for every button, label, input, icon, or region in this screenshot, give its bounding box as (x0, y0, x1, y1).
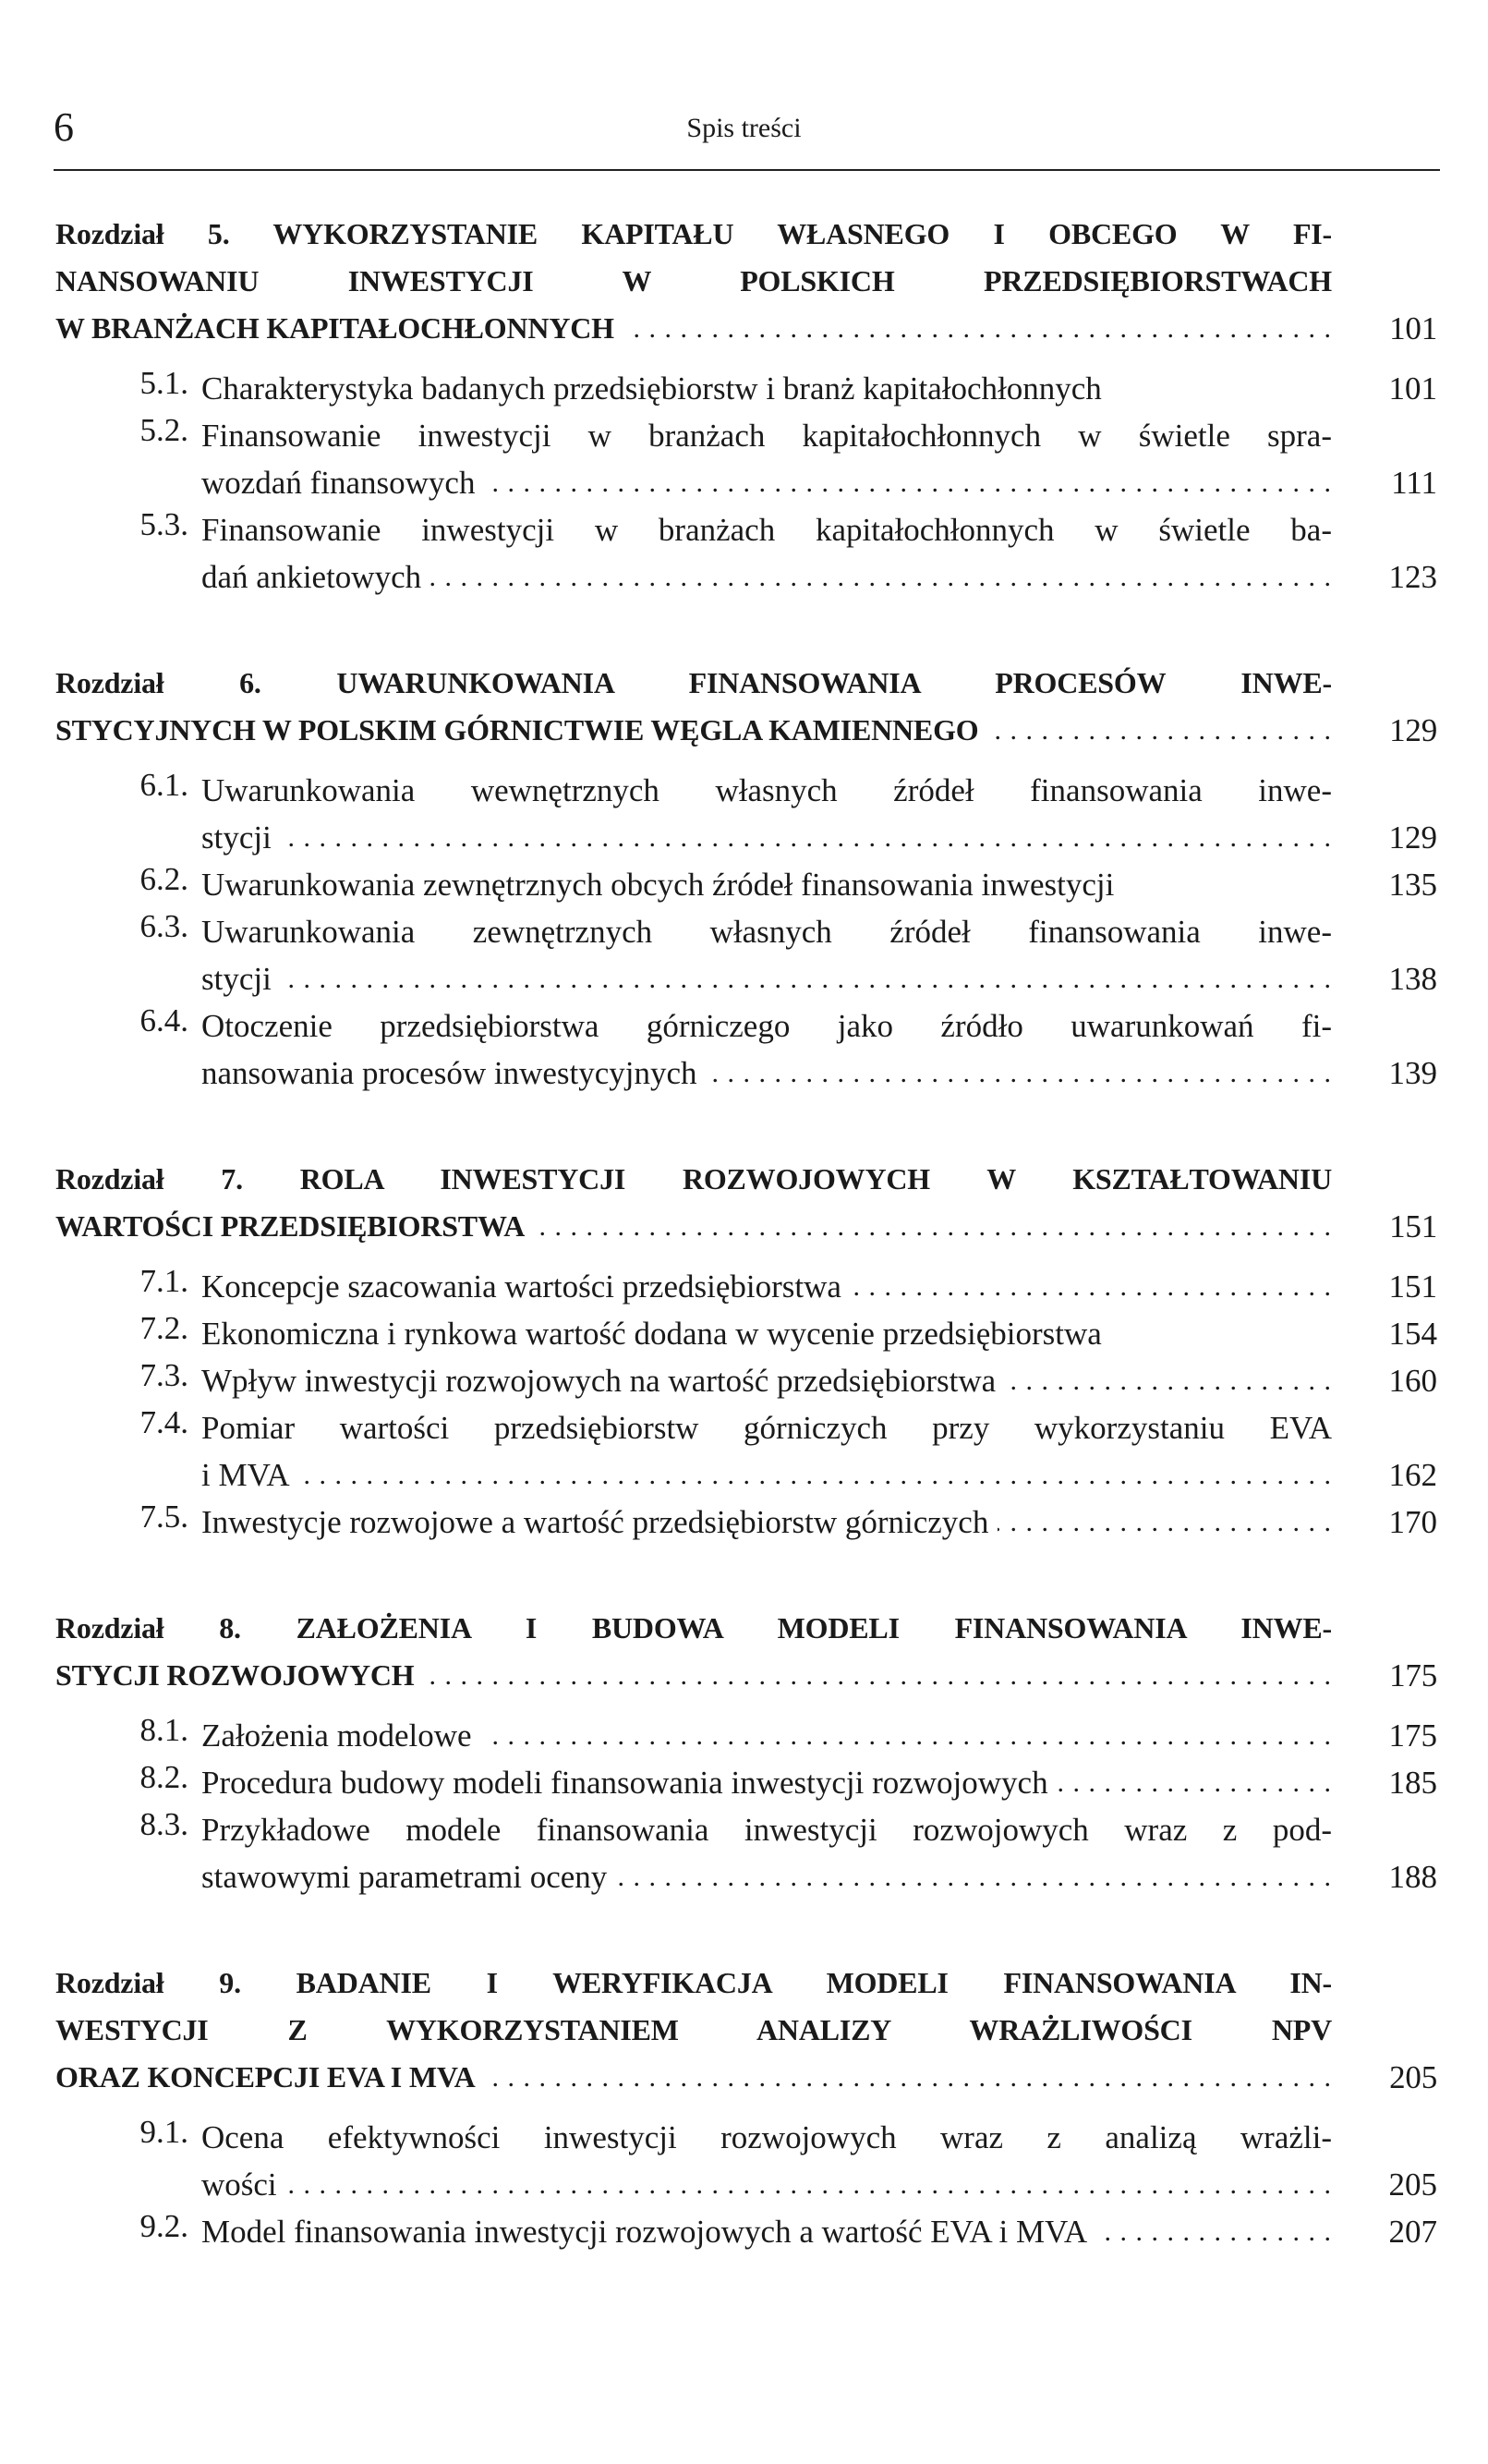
section-entry (55, 767, 1437, 861)
chapter-7 (55, 1156, 1437, 1546)
section-entry (55, 1499, 1437, 1546)
running-header: Spis treści (686, 113, 802, 143)
text-line (55, 1203, 1332, 1250)
section-number: 8.1. (139, 1712, 188, 1748)
line-text: Rozdział 7. ROLA INWESTYCJI ROZWOJOWYCH W KSZTAŁTOWANIU (55, 1162, 1332, 1196)
line-text: Model finansowania inwestycji rozwojowych a wartość EVA i MVA (201, 2214, 1096, 2250)
section-number: 7.4. (139, 1404, 188, 1440)
entry-text (55, 211, 1332, 352)
page-reference: 139 (1388, 1055, 1437, 1091)
line-text: wości (201, 2167, 286, 2203)
line-text: WARTOŚCI PRZEDSIĘBIORSTWA (55, 1209, 534, 1243)
text-line (201, 1002, 1332, 1050)
line-text: wozdań finansowych (201, 465, 484, 501)
line-text: stycji (201, 961, 281, 997)
entry-text (201, 1712, 1332, 1759)
chapter-5 (55, 211, 1437, 601)
text-line (55, 2054, 1332, 2101)
chapter-title (55, 1605, 1437, 1699)
text-line (201, 1853, 1332, 1900)
section-number: 9.1. (139, 2114, 188, 2150)
text-line (201, 1451, 1332, 1499)
page-reference: 154 (1388, 1316, 1437, 1352)
line-text: ORAZ KONCEPCJI EVA I MVA (55, 2060, 485, 2094)
line-text: Ekonomiczna i rynkowa wartość dodana w wycenie przedsiębiorstwa (201, 1316, 1111, 1352)
page-reference: 129 (1389, 712, 1437, 748)
line-text: nansowania procesów inwestycyjnych (201, 1055, 707, 1091)
section-entry (55, 412, 1437, 506)
text-line (55, 211, 1332, 258)
text-line (201, 1759, 1332, 1806)
line-text: STYCYJNYCH W POLSKIM GÓRNICTWIE WĘGLA KAMIENNEGO (55, 713, 987, 746)
text-line (201, 908, 1332, 955)
section-number: 5.2. (139, 412, 188, 448)
page-reference: 205 (1389, 2059, 1437, 2095)
entry-text (201, 1404, 1332, 1499)
line-text: Rozdział 8. ZAŁOŻENIA I BUDOWA MODELI FINANSOWANIA INWE- (55, 1611, 1332, 1645)
text-line (55, 1156, 1332, 1203)
page-reference: 101 (1388, 370, 1437, 407)
line-text: W BRANŻACH KAPITAŁOCHŁONNYCH (55, 311, 623, 345)
chapter-title (55, 660, 1437, 754)
entry-text (55, 660, 1332, 754)
line-text: Finansowanie inwestycji w branżach kapitałochłonnych w świetle spra- (201, 418, 1332, 454)
page-reference: 207 (1388, 2214, 1437, 2250)
section-entry (55, 908, 1437, 1002)
text-line (201, 412, 1332, 459)
line-text: Inwestycje rozwojowe a wartość przedsiębiorstw górniczych (201, 1504, 998, 1540)
text-line (201, 2114, 1332, 2161)
line-text: stawowymi parametrami oceny (201, 1859, 616, 1895)
entry-text (55, 1960, 1332, 2101)
line-text: dań ankietowych (201, 559, 430, 595)
entry-text (201, 2114, 1332, 2208)
text-line (55, 1652, 1332, 1699)
text-line (201, 955, 1332, 1002)
section-number: 6.3. (139, 908, 188, 944)
section-number: 7.1. (139, 1263, 188, 1299)
entry-text (201, 908, 1332, 1002)
line-text: Rozdział 9. BADANIE I WERYFIKACJA MODELI FINANSOWANIA IN- (55, 1966, 1332, 1999)
text-line (201, 2208, 1332, 2255)
line-text: Uwarunkowania zewnętrznych obcych źródeł finansowania inwestycji (201, 867, 1123, 903)
entry-text (201, 1806, 1332, 1900)
section-entry (55, 2114, 1437, 2208)
page-reference: 205 (1388, 2167, 1437, 2203)
line-text: Przykładowe modele finansowania inwestycji rozwojowych wraz z pod- (201, 1812, 1332, 1848)
page-reference: 151 (1388, 1268, 1437, 1305)
text-line (55, 1960, 1332, 2007)
page-reference: 175 (1389, 1657, 1437, 1693)
page-reference: 188 (1388, 1859, 1437, 1895)
section-entry (55, 1759, 1437, 1806)
page-reference: 175 (1388, 1718, 1437, 1754)
page-reference: 129 (1388, 819, 1437, 856)
text-line (55, 305, 1332, 352)
section-number: 5.1. (139, 365, 188, 401)
line-text: i MVA (201, 1457, 299, 1493)
entry-text (201, 1263, 1332, 1310)
page-reference: 138 (1388, 961, 1437, 997)
chapter-title (55, 1960, 1437, 2101)
line-text: Założenia modelowe (201, 1718, 481, 1754)
section-entry (55, 1357, 1437, 1404)
entry-text (201, 2208, 1332, 2255)
text-line (201, 1263, 1332, 1310)
section-entry (55, 506, 1437, 601)
line-text: NANSOWANIU INWESTYCJI W POLSKICH PRZEDSIĘBIORSTWACH (55, 264, 1332, 297)
text-line (55, 258, 1332, 305)
line-text: stycji (201, 819, 281, 856)
page-reference: 162 (1388, 1457, 1437, 1493)
chapter-title (55, 211, 1437, 352)
section-entry (55, 861, 1437, 908)
line-text: Finansowanie inwestycji w branżach kapitałochłonnych w świetle ba- (201, 512, 1332, 548)
text-line (201, 861, 1332, 908)
line-text: Uwarunkowania zewnętrznych własnych źródeł finansowania inwe- (201, 914, 1332, 950)
section-number: 8.3. (139, 1806, 188, 1842)
page-reference: 123 (1388, 559, 1437, 595)
line-text: Rozdział 5. WYKORZYSTANIE KAPITAŁU WŁASNEGO I OBCEGO W FI- (55, 217, 1332, 250)
section-entry (55, 1712, 1437, 1759)
text-line (201, 814, 1332, 861)
section-entry (55, 2208, 1437, 2255)
text-line (201, 365, 1332, 412)
entry-text (201, 412, 1332, 506)
page-reference: 151 (1389, 1208, 1437, 1244)
entry-text (201, 506, 1332, 601)
text-line (201, 1310, 1332, 1357)
text-line (201, 2161, 1332, 2208)
text-line (55, 2007, 1332, 2054)
section-number: 6.4. (139, 1002, 188, 1038)
entry-text (201, 1499, 1332, 1546)
page-reference: 135 (1388, 867, 1437, 903)
page-reference: 160 (1388, 1363, 1437, 1399)
section-number: 7.2. (139, 1310, 188, 1346)
line-text: Wpływ inwestycji rozwojowych na wartość przedsiębiorstwa (201, 1363, 1005, 1399)
line-text: Procedura budowy modeli finansowania inwestycji rozwojowych (201, 1765, 1058, 1801)
page-reference: 185 (1388, 1765, 1437, 1801)
text-line (55, 1605, 1332, 1652)
section-number: 7.5. (139, 1499, 188, 1535)
section-entry (55, 1002, 1437, 1097)
page-number: 6 (54, 104, 74, 150)
chapter-6 (55, 660, 1437, 1097)
header-divider (54, 169, 1440, 171)
entry-text (55, 1605, 1332, 1699)
section-number: 9.2. (139, 2208, 188, 2244)
text-line (201, 1499, 1332, 1546)
text-line (55, 660, 1332, 707)
text-line (201, 1806, 1332, 1853)
text-line (201, 1357, 1332, 1404)
entry-text (201, 1357, 1332, 1404)
chapter-title (55, 1156, 1437, 1250)
line-text: Uwarunkowania wewnętrznych własnych źródeł finansowania inwe- (201, 772, 1332, 808)
line-text: Rozdział 6. UWARUNKOWANIA FINANSOWANIA PROCESÓW INWE- (55, 666, 1332, 699)
section-entry (55, 1806, 1437, 1900)
text-line (201, 1050, 1332, 1097)
section-number: 6.1. (139, 767, 188, 803)
section-entry (55, 365, 1437, 412)
table-of-contents (55, 211, 1437, 2314)
section-entry (55, 1404, 1437, 1499)
entry-text (201, 1759, 1332, 1806)
line-text: Charakterystyka badanych przedsiębiorstw i branż kapitałochłonnych (201, 370, 1111, 407)
section-number: 5.3. (139, 506, 188, 542)
line-text: WESTYCJI Z WYKORZYSTANIEM ANALIZY WRAŻLIWOŚCI NPV (55, 2013, 1332, 2046)
section-entry (55, 1310, 1437, 1357)
line-text: Ocena efektywności inwestycji rozwojowych wraz z analizą wrażli- (201, 2119, 1332, 2155)
section-number: 8.2. (139, 1759, 188, 1795)
page-reference: 170 (1388, 1504, 1437, 1540)
entry-text (201, 365, 1332, 412)
text-line (201, 767, 1332, 814)
section-entry (55, 1263, 1437, 1310)
chapter-9 (55, 1960, 1437, 2255)
page-reference: 111 (1391, 465, 1437, 501)
line-text: Pomiar wartości przedsiębiorstw górniczych przy wykorzystaniu EVA (201, 1410, 1332, 1446)
section-number: 7.3. (139, 1357, 188, 1393)
text-line (201, 1404, 1332, 1451)
entry-text (201, 861, 1332, 908)
line-text: Koncepcje szacowania wartości przedsiębiorstwa (201, 1268, 851, 1305)
page-reference: 101 (1389, 310, 1437, 346)
line-text: Otoczenie przedsiębiorstwa górniczego jako źródło uwarunkowań fi- (201, 1008, 1332, 1044)
section-number: 6.2. (139, 861, 188, 897)
text-line (201, 1712, 1332, 1759)
text-line (201, 459, 1332, 506)
text-line (201, 553, 1332, 601)
chapter-8 (55, 1605, 1437, 1900)
entry-text (201, 1002, 1332, 1097)
entry-text (201, 767, 1332, 861)
text-line (201, 506, 1332, 553)
text-line (55, 707, 1332, 754)
entry-text (55, 1156, 1332, 1250)
line-text: STYCJI ROZWOJOWYCH (55, 1658, 423, 1692)
entry-text (201, 1310, 1332, 1357)
